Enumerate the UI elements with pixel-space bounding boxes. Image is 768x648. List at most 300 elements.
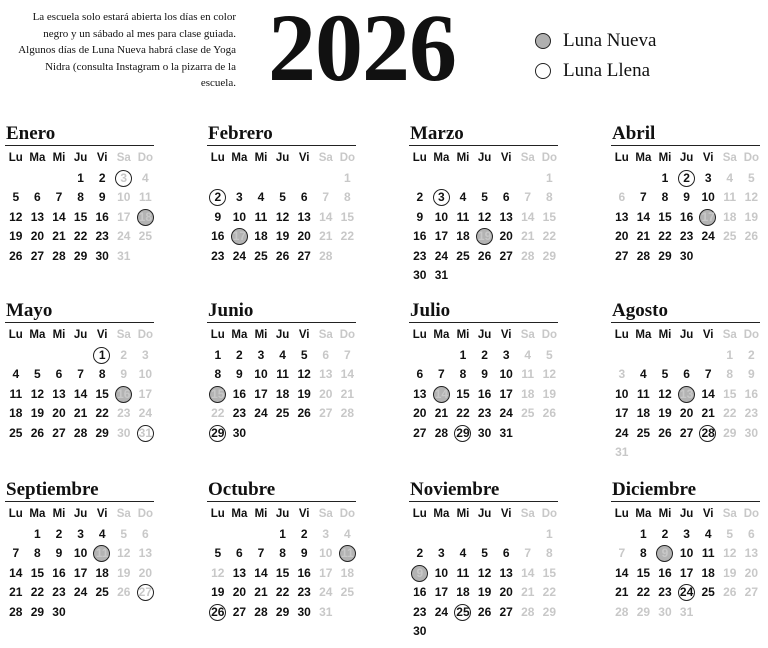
weekday-header: Lu [412,329,427,341]
empty-cell [315,169,337,189]
day-number: 19 [723,565,737,580]
day-number: 27 [297,248,311,263]
day-number: 19 [477,585,492,599]
day-cell [654,424,676,444]
day-number: 23 [95,229,109,243]
day-cell [27,208,49,228]
day-number: 2 [416,546,424,560]
weekday-header: Do [339,508,356,520]
day-cell [48,365,70,385]
weekday-header: Ju [679,152,694,164]
day-cell [409,247,431,267]
day-number: 16 [413,585,427,599]
day-cell [315,544,337,564]
day-number: 4 [459,190,467,204]
day-cell [517,208,539,228]
month-divider [5,322,154,323]
day-cell [293,346,315,366]
weekday-header: Ma [433,508,450,520]
day-cell [337,365,359,385]
day-number: 6 [236,546,243,560]
weekday-header: Ma [231,508,248,520]
day-cell [539,603,561,623]
day-number: 10 [138,367,153,381]
day-cell [293,404,315,424]
day-cell [48,424,70,444]
day-number: 4 [12,367,20,381]
day-number: 12 [744,190,759,204]
day-number: 31 [679,604,694,619]
day-number: 6 [300,190,308,204]
day-cell [633,544,655,564]
day-cell [495,544,517,564]
day-number: 28 [636,248,651,263]
day-cell [654,404,676,424]
day-cell [676,169,698,189]
day-cell [27,227,49,247]
day-cell [293,227,315,247]
weekday-header: Sa [116,152,131,164]
empty-cell [452,169,474,189]
day-cell [48,247,70,267]
day-cell [452,544,474,564]
empty-cell [633,169,655,189]
day-number: 13 [499,565,513,580]
day-number: 9 [214,209,222,224]
day-cell [135,227,157,247]
weekday-header: Vi [298,152,310,164]
day-number: 20 [138,565,153,580]
day-cell [719,188,741,208]
day-cell [452,564,474,584]
day-cell [337,346,359,366]
day-cell [741,525,763,545]
day-cell [272,227,294,247]
weekday-header: Mi [254,329,268,341]
month-title: Diciembre [612,479,697,500]
day-number: 24 [434,248,449,263]
day-number: 2 [481,347,488,362]
day-cell [250,404,272,424]
day-number: 5 [214,546,222,560]
day-number: 11 [456,209,470,224]
day-number: 7 [438,367,445,381]
month-title: Mayo [6,300,53,321]
day-number: 30 [679,248,694,263]
day-cell [654,525,676,545]
day-cell [611,443,633,463]
day-number: 18 [456,585,470,599]
day-cell [409,385,431,405]
day-cell [611,544,633,564]
day-cell [654,208,676,228]
day-cell [539,346,561,366]
month-divider [409,145,558,146]
day-number: 28 [701,425,715,440]
day-number: 12 [117,546,131,560]
month-grid [207,326,359,443]
day-cell [27,525,49,545]
empty-cell [431,169,453,189]
weekday-header: Mi [254,508,268,520]
day-cell [452,583,474,603]
day-cell [207,583,229,603]
empty-cell [517,169,539,189]
day-number: 2 [214,190,222,204]
empty-cell [48,169,70,189]
weekday-header: Ju [73,329,88,341]
day-number: 25 [636,425,651,440]
day-number: 14 [434,386,449,401]
day-number: 19 [9,229,23,243]
day-cell [207,247,229,267]
day-cell [315,583,337,603]
day-cell [70,564,92,584]
day-number: 5 [661,367,669,381]
day-cell [5,564,27,584]
empty-cell [611,169,633,189]
day-number: 25 [138,229,153,243]
day-number: 16 [679,209,694,224]
day-number: 9 [416,209,424,224]
day-cell [719,424,741,444]
month-divider [409,322,558,323]
day-cell [676,525,698,545]
day-cell [633,583,655,603]
day-number: 10 [319,546,333,560]
day-number: 23 [117,406,131,420]
day-cell [229,227,251,247]
weekday-header: Ma [635,508,652,520]
day-number: 4 [459,546,467,560]
day-number: 4 [257,190,265,204]
day-number: 18 [275,386,290,401]
day-number: 5 [300,347,308,362]
day-number: 15 [723,386,737,401]
day-number: 19 [211,585,225,599]
day-cell [431,385,453,405]
day-cell [272,404,294,424]
day-number: 8 [344,190,351,204]
day-number: 18 [701,565,715,580]
day-cell [633,188,655,208]
day-number: 13 [615,209,629,224]
day-number: 18 [636,406,651,420]
day-number: 16 [297,565,311,580]
month-title: Marzo [410,123,464,144]
day-cell [654,583,676,603]
weekday-header: Vi [96,329,108,341]
day-number: 30 [413,624,427,638]
month-grid [409,149,561,286]
day-cell [697,365,719,385]
month-divider [409,501,558,502]
day-number: 30 [232,425,247,440]
day-cell [431,424,453,444]
day-cell [272,346,294,366]
day-number: 15 [456,386,470,401]
empty-cell [27,346,49,366]
month-mayo [5,300,157,443]
day-cell [697,544,719,564]
day-number: 3 [618,367,626,381]
empty-cell [48,346,70,366]
day-cell [272,525,294,545]
day-cell [113,525,135,545]
day-number: 10 [701,190,715,204]
weekday-header: Sa [722,329,737,341]
day-cell [539,544,561,564]
month-febrero [207,123,359,266]
day-number: 25 [9,425,23,440]
day-cell [135,583,157,603]
day-number: 4 [726,170,734,185]
day-cell [229,564,251,584]
day-number: 5 [34,367,41,381]
day-cell [474,227,496,247]
day-cell [654,385,676,405]
day-number: 7 [344,347,351,362]
day-number: 18 [95,565,109,580]
day-number: 25 [254,248,268,263]
day-cell [719,208,741,228]
day-cell [452,227,474,247]
day-cell [409,424,431,444]
day-number: 13 [319,367,333,381]
day-number: 29 [723,425,737,440]
day-number: 18 [254,229,268,243]
day-number: 21 [521,229,535,243]
day-number: 28 [521,248,535,263]
day-number: 26 [30,425,45,440]
day-cell [611,365,633,385]
weekday-header: Ma [433,329,450,341]
day-number: 21 [9,585,23,599]
day-number: 25 [340,585,355,599]
day-cell [431,544,453,564]
day-number: 1 [661,170,669,185]
day-cell [293,208,315,228]
empty-cell [250,525,272,545]
day-cell [495,227,517,247]
day-cell [272,365,294,385]
day-number: 7 [524,546,532,560]
day-cell [5,188,27,208]
day-cell [70,424,92,444]
day-cell [495,247,517,267]
day-cell [5,583,27,603]
weekday-header: Lu [614,508,629,520]
day-number: 5 [120,526,128,541]
day-cell [5,385,27,405]
day-number: 27 [499,604,513,619]
day-number: 25 [521,406,535,420]
weekday-header: Lu [8,329,23,341]
month-agosto [611,300,763,463]
day-cell [495,404,517,424]
day-number: 15 [340,209,355,224]
day-cell [741,385,763,405]
day-number: 27 [744,585,759,599]
day-cell [135,424,157,444]
day-cell [293,525,315,545]
day-number: 26 [117,585,131,599]
day-cell [229,208,251,228]
day-cell [70,404,92,424]
day-number: 26 [723,585,737,599]
day-cell [633,564,655,584]
day-cell [611,564,633,584]
day-cell [741,404,763,424]
day-number: 31 [434,268,449,282]
day-cell [539,247,561,267]
day-cell [207,188,229,208]
weekday-header: Vi [96,508,108,520]
day-cell [207,424,229,444]
day-cell [697,404,719,424]
day-cell [431,266,453,286]
day-number: 6 [748,526,755,541]
day-number: 24 [319,585,333,599]
day-number: 18 [340,565,355,580]
day-number: 6 [618,190,626,204]
day-cell [474,603,496,623]
day-number: 24 [232,248,247,263]
day-number: 7 [12,546,20,560]
day-number: 16 [477,386,492,401]
day-number: 9 [661,546,669,560]
weekday-header: Lu [210,508,225,520]
day-number: 15 [636,565,651,580]
day-cell [431,603,453,623]
day-number: 9 [98,190,106,204]
day-number: 7 [704,367,712,381]
weekday-header: Ma [433,152,450,164]
day-cell [70,227,92,247]
day-number: 13 [744,546,759,560]
day-cell [135,169,157,189]
day-cell [135,564,157,584]
day-number: 11 [9,386,23,401]
full-moon-icon [535,63,551,79]
day-cell [91,247,113,267]
day-cell [229,603,251,623]
day-number: 1 [98,347,106,362]
day-cell [5,365,27,385]
day-number: 17 [138,386,153,401]
day-cell [654,247,676,267]
day-cell [135,346,157,366]
weekday-header: Vi [702,329,714,341]
day-number: 20 [319,386,333,401]
day-cell [315,208,337,228]
month-marzo [409,123,561,286]
day-cell [91,525,113,545]
empty-cell [207,525,229,545]
day-cell [654,603,676,623]
weekday-header: Mi [658,152,672,164]
day-cell [250,247,272,267]
month-diciembre [611,479,763,622]
day-cell [207,404,229,424]
day-number: 17 [73,565,88,580]
day-number: 28 [73,425,88,440]
day-number: 5 [481,190,488,204]
day-cell [5,208,27,228]
day-number: 11 [139,190,152,204]
month-divider [207,145,356,146]
day-number: 22 [73,229,88,243]
day-number: 23 [477,406,492,420]
day-cell [539,385,561,405]
day-cell [654,564,676,584]
day-cell [315,188,337,208]
day-cell [272,564,294,584]
day-number: 10 [117,190,131,204]
day-number: 15 [95,386,109,401]
day-cell [452,603,474,623]
day-number: 19 [275,229,290,243]
day-cell [697,169,719,189]
day-number: 20 [30,229,45,243]
day-cell [113,188,135,208]
month-grid [5,326,157,443]
day-cell [611,424,633,444]
legend-new-moon-label: Luna Nueva [563,30,657,51]
day-cell [697,525,719,545]
day-number: 21 [434,406,449,420]
day-number: 22 [542,585,557,599]
weekday-header: Do [137,152,154,164]
empty-cell [654,346,676,366]
day-cell [315,404,337,424]
day-number: 17 [254,386,268,401]
month-title: Septiembre [6,479,99,500]
day-cell [676,564,698,584]
day-number: 2 [120,347,128,362]
day-cell [697,208,719,228]
day-number: 13 [52,386,66,401]
day-number: 19 [117,565,131,580]
day-number: 14 [521,209,535,224]
day-cell [539,169,561,189]
day-number: 28 [340,406,355,420]
day-number: 17 [434,585,449,599]
weekday-header: Ma [29,152,46,164]
day-number: 31 [499,425,513,440]
day-cell [517,188,539,208]
day-cell [431,564,453,584]
day-cell [654,544,676,564]
day-cell [676,385,698,405]
day-cell [27,564,49,584]
day-cell [474,385,496,405]
weekday-header: Ju [477,329,492,341]
weekday-header: Ju [679,508,694,520]
day-number: 27 [30,248,45,263]
day-cell [48,583,70,603]
weekday-header: Lu [8,152,23,164]
day-cell [676,424,698,444]
day-number: 30 [477,425,492,440]
day-number: 17 [679,565,694,580]
day-number: 5 [12,190,20,204]
empty-cell [5,525,27,545]
day-number: 1 [459,347,467,362]
day-cell [474,424,496,444]
day-cell [229,404,251,424]
day-number: 21 [340,386,355,401]
